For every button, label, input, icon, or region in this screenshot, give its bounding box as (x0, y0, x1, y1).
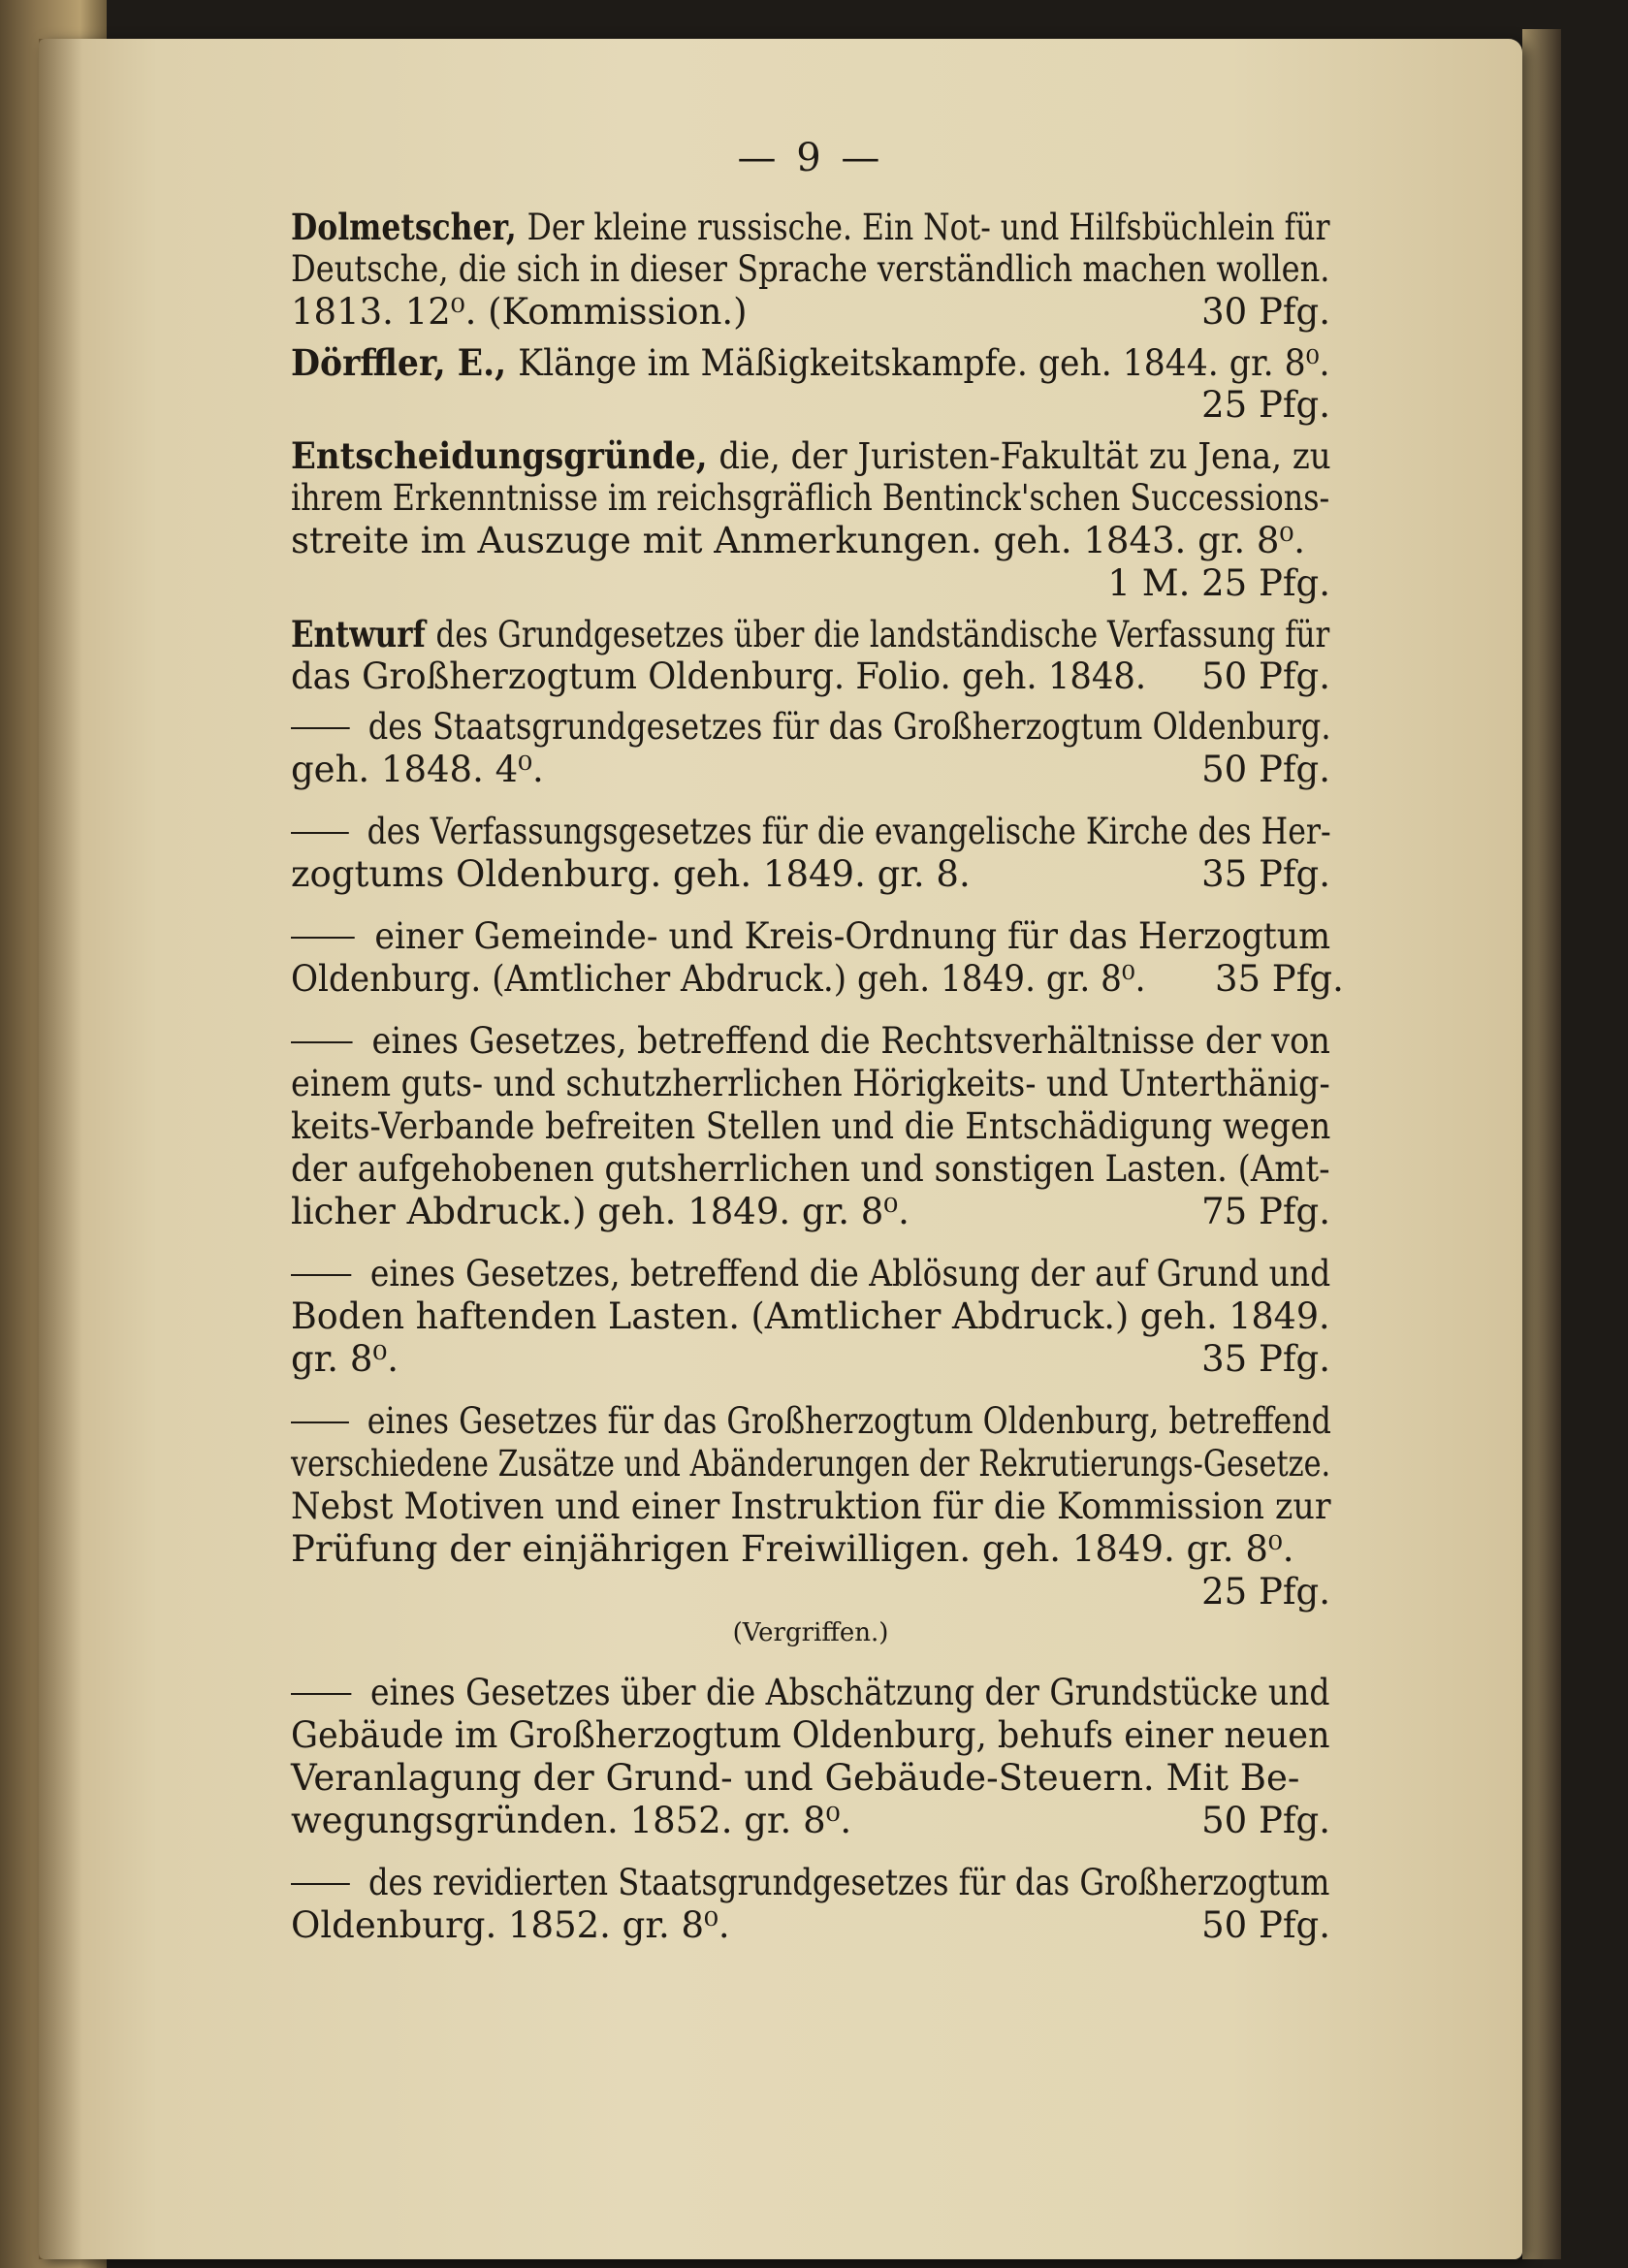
text-line (291, 562, 1330, 605)
line-text (291, 1443, 1330, 1485)
catalog-entry (291, 434, 1330, 605)
text-line (291, 384, 1330, 427)
text-line (291, 958, 1344, 1001)
entry-text: licher Abdruck.) geh. 1849. gr. 8⁰. (291, 1191, 910, 1232)
entry-text: Prüfung der einjährigen Freiwilligen. geh. 1849. gr. 8⁰. (291, 1528, 1294, 1570)
text-line (291, 1528, 1330, 1571)
entry-text: Der kleine russische. Ein Not- und Hilfsbüchlein für (527, 207, 1330, 248)
text-line (291, 1338, 1330, 1381)
line-text (291, 1904, 730, 1947)
line-text (291, 341, 1330, 385)
catalog-entry (291, 1400, 1330, 1652)
entry-text: Oldenburg. 1852. gr. 8⁰. (291, 1904, 730, 1946)
entry-text: 1813. 12⁰. (Kommission.) (291, 291, 748, 333)
text-line (291, 1020, 1330, 1063)
entry-text: Nebst Motiven und einer Instruktion für die Kommission zur (291, 1485, 1331, 1527)
catalog-entry (291, 915, 1344, 1001)
entry-text: gr. 8⁰. (291, 1338, 399, 1380)
text-line (291, 1105, 1330, 1148)
page-text (291, 136, 1344, 1966)
catalog-entry (291, 613, 1330, 698)
text-line (291, 520, 1330, 562)
entry-text: Klänge im Mäßigkeitskampfe. geh. 1844. gr. 8⁰. (518, 342, 1330, 384)
out-of-print-note: (Vergriffen.) (732, 1618, 889, 1647)
text-line (291, 1295, 1330, 1338)
line-text (291, 915, 1330, 958)
line-text (291, 520, 1305, 562)
repeat-dash (291, 937, 355, 939)
entry-heading: Dörffler, E., (291, 341, 519, 384)
line-text (291, 613, 1329, 656)
entry-text: wegungsgründen. 1852. gr. 8⁰. (291, 1800, 852, 1841)
text-line (291, 1571, 1330, 1613)
line-text (291, 1020, 1330, 1063)
entry-text: des Verfassungsgesetzes für die evangelische Kirche des Her- (367, 811, 1331, 852)
text-line (291, 477, 1330, 520)
text-line (291, 1063, 1330, 1105)
repeat-dash (291, 832, 349, 834)
line-text (291, 477, 1329, 520)
text-line (291, 706, 1330, 749)
line-text (291, 1757, 1299, 1800)
entry-text: der aufgehobenen gutsherrlichen und sonstigen Lasten. (Amt- (291, 1148, 1330, 1190)
entry-heading: Entwurf (291, 613, 436, 655)
text-line (291, 915, 1330, 958)
entry-text: zogtums Oldenburg. geh. 1849. gr. 8. (291, 853, 971, 895)
entry-text: Gebäude im Großherzogtum Oldenburg, behufs einer neuen (291, 1714, 1330, 1756)
line-text (291, 1528, 1293, 1571)
gutter-shadow (39, 39, 82, 2259)
catalog-entry (291, 706, 1330, 791)
entry-text: des Grundgesetzes über die landständische Verfassung für (435, 614, 1330, 655)
entry-text: eines Gesetzes über die Abschätzung der Grundstücke und (369, 1672, 1330, 1713)
line-text (291, 1148, 1330, 1191)
line-text (291, 1862, 1329, 1904)
entry-text: ihrem Erkenntnisse im reichsgräflich Bentinck'schen Successions- (291, 477, 1330, 519)
entry-text: des revidierten Staatsgrundgesetzes für das Großherzogtum (367, 1862, 1330, 1903)
repeat-dash (291, 1883, 350, 1885)
text-line (291, 434, 1330, 477)
entry-heading: Dolmetscher, (291, 206, 527, 248)
price: 50 Pfg. (1201, 1904, 1330, 1946)
text-line (291, 853, 1330, 896)
text-line (291, 811, 1330, 853)
line-text (291, 1105, 1330, 1148)
entry-text: Veranlagung der Grund- und Gebäude-Steuern. Mit Be- (291, 1757, 1300, 1799)
catalog-entry (291, 1862, 1330, 1947)
line-text (291, 958, 1145, 1001)
repeat-dash (291, 1693, 351, 1695)
price: 25 Pfg. (1201, 384, 1330, 426)
line-text (291, 1400, 1331, 1443)
repeat-dash (291, 1041, 353, 1043)
text-line (291, 341, 1330, 384)
text-line (291, 1672, 1330, 1714)
repeat-dash (291, 727, 350, 729)
book-fore-edge (1522, 29, 1561, 2259)
line-text (291, 655, 1146, 698)
repeat-dash (291, 1274, 351, 1276)
entry-text: Deutsche, die sich in dieser Sprache verständlich machen wollen. (291, 248, 1330, 290)
line-text (291, 1800, 851, 1842)
entry-text: eines Gesetzes, betreffend die Ablösung der auf Grund und (369, 1253, 1331, 1294)
text-line (291, 1148, 1330, 1191)
text-line (291, 749, 1330, 791)
price: 50 Pfg. (1201, 655, 1330, 697)
text-line (291, 206, 1330, 248)
line-text (291, 1063, 1330, 1105)
price: 75 Pfg. (1201, 1191, 1330, 1232)
entry-text: verschiedene Zusätze und Abänderungen der Rekrutierungs-Gesetze. (291, 1443, 1331, 1485)
line-text (291, 206, 1330, 249)
entry-text: das Großherzogtum Oldenburg. Folio. geh. 1848. (291, 655, 1147, 697)
text-line (291, 1443, 1330, 1485)
text-line (291, 1904, 1330, 1947)
text-line (291, 1191, 1330, 1233)
price: 35 Pfg. (1201, 853, 1330, 895)
entry-text: Boden haftenden Lasten. (Amtlicher Abdruck.) geh. 1849. (291, 1295, 1330, 1337)
line-text (291, 749, 544, 791)
line-text (291, 706, 1331, 749)
entry-text: eines Gesetzes für das Großherzogtum Oldenburg, betreffend (367, 1400, 1331, 1442)
entry-text: einem guts- und schutzherrlichen Hörigkeits- und Unterthänig- (291, 1063, 1330, 1104)
price: 50 Pfg. (1201, 749, 1330, 790)
price: 35 Pfg. (1214, 958, 1344, 1000)
line-text (291, 1485, 1331, 1528)
text-line (291, 248, 1330, 291)
catalog-entries (291, 206, 1344, 1947)
text-line (291, 1800, 1330, 1842)
entry-heading: Entscheidungsgründe, (291, 434, 719, 477)
entry-text: Oldenburg. (Amtlicher Abdruck.) geh. 1849. gr. 8⁰. (291, 958, 1146, 1000)
entry-text: streite im Auszuge mit Anmerkungen. geh. 1843. gr. 8⁰. (291, 520, 1306, 561)
text-line (291, 1253, 1330, 1295)
text-line (291, 1400, 1330, 1443)
price: 35 Pfg. (1201, 1338, 1330, 1380)
line-text (291, 434, 1331, 478)
entry-text: geh. 1848. 4⁰. (291, 749, 544, 790)
repeat-dash (291, 1421, 349, 1423)
catalog-entry (291, 811, 1330, 896)
price: 1 M. 25 Pfg. (1107, 562, 1330, 604)
catalog-entry (291, 341, 1330, 427)
price: 50 Pfg. (1201, 1800, 1330, 1841)
line-text (291, 1253, 1330, 1295)
line-text (291, 248, 1330, 291)
text-line (291, 291, 1330, 334)
text-line (291, 613, 1330, 655)
price: 25 Pfg. (1201, 1571, 1330, 1613)
text-line (291, 1757, 1330, 1800)
catalog-entry (291, 1672, 1330, 1842)
entry-text: des Staatsgrundgesetzes für das Großherzogtum Oldenburg. (367, 706, 1331, 748)
line-text (291, 291, 748, 334)
text-line (291, 1714, 1330, 1757)
entry-text: die, der Juristen-Fakultät zu Jena, zu (718, 435, 1331, 477)
line-text (291, 1295, 1330, 1338)
line-text (291, 1191, 910, 1233)
line-text (291, 811, 1331, 853)
line-text (291, 853, 971, 896)
entry-text: eines Gesetzes, betreffend die Rechtsverhältnisse der von (371, 1020, 1330, 1062)
text-line (291, 1485, 1330, 1528)
line-text (291, 1338, 399, 1381)
text-line (291, 655, 1330, 698)
price: 30 Pfg. (1201, 291, 1330, 333)
line-text (291, 1714, 1330, 1757)
page-number: — 9 — (737, 136, 884, 180)
entry-text: einer Gemeinde- und Kreis-Ordnung für das Herzogtum (374, 915, 1331, 957)
text-line (291, 1862, 1330, 1904)
catalog-entry (291, 206, 1330, 334)
entry-text: keits-Verbande befreiten Stellen und die Entschädigung wegen (291, 1105, 1331, 1147)
line-text (291, 1672, 1329, 1714)
catalog-entry (291, 1020, 1330, 1233)
catalog-entry (291, 1253, 1330, 1381)
